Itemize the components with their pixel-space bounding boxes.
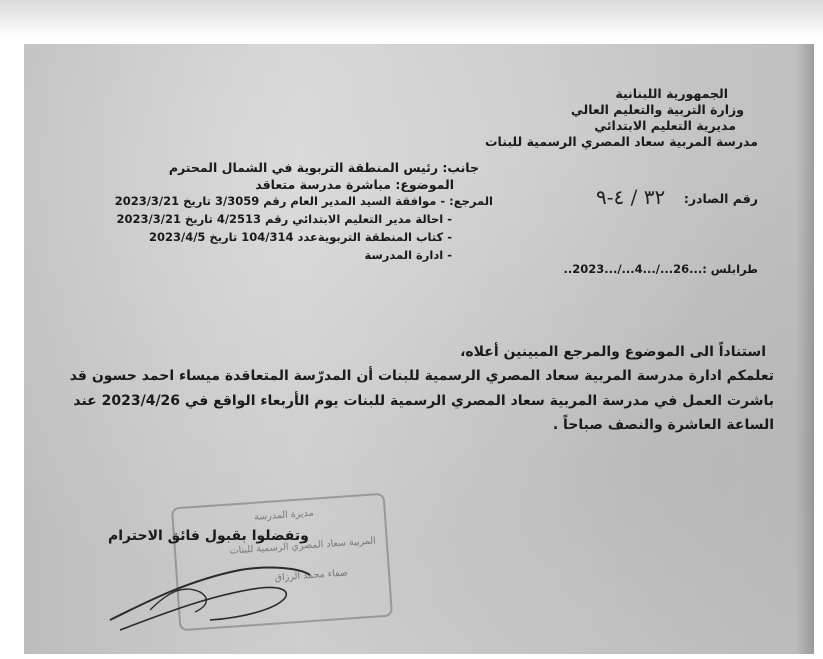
header-republic: الجمهورية اللبنانية bbox=[615, 86, 728, 101]
page-edge-shadow bbox=[796, 44, 814, 654]
body-line-3: باشرت العمل في مدرسة المربية سعاد المصري الرسمية للبنات يوم الأربعاء الواقع في 2023/4/26 عند bbox=[73, 393, 774, 409]
closing-line: وتفضلوا بقبول فائق الاحترام bbox=[108, 528, 309, 544]
reference-line-2: - احالة مدير التعليم الابتدائي رقم 4/2513 تاريخ 2023/3/21 bbox=[116, 212, 452, 226]
addressee-line: جانب: رئيس المنطقة التربوية في الشمال المحترم bbox=[168, 160, 479, 175]
scan-top-strip bbox=[0, 0, 823, 40]
signature-mark bbox=[90, 540, 320, 640]
stamp-line-3: صفاء محمد الرزاق bbox=[274, 567, 349, 584]
outgoing-number-handwritten: ٣٢ / ٤-٩ bbox=[596, 185, 666, 209]
subject-line: الموضوع: مباشرة مدرسة متعاقد bbox=[255, 177, 454, 192]
header-school: مدرسة المربية سعاد المصري الرسمية للبنات bbox=[484, 134, 758, 149]
reference-line-1: المرجع: - موافقة السيد المدير العام رقم 3/3059 تاريخ 2023/3/21 bbox=[114, 194, 493, 208]
body-line-4: الساعة العاشرة والنصف صباحاً . bbox=[552, 417, 774, 433]
body-line-1: استناداً الى الموضوع والمرجع المبينين أعلاه، bbox=[460, 344, 766, 360]
header-directorate: مديرية التعليم الابتدائي bbox=[594, 118, 736, 133]
reference-line-4: - ادارة المدرسة bbox=[364, 248, 452, 262]
outgoing-number-label: رقم الصادر: bbox=[683, 191, 758, 206]
date-line: طرابلس :...26.../...4.../...2023.. bbox=[563, 262, 758, 276]
body-line-2: تعلمكم ادارة مدرسة المربية سعاد المصري الرسمية للبنات أن المدرّسة المتعاقدة ميساء احمد حسون قد bbox=[69, 368, 774, 384]
reference-line-3: - كتاب المنطقة التربويةعدد 104/314 تاريخ 2023/4/5 bbox=[148, 230, 452, 244]
stamp-line-2: المربية سعاد المصري الرسمية للبنات bbox=[229, 535, 377, 557]
stamp-line-1: مديرة المدرسة bbox=[253, 507, 315, 523]
header-ministry: وزارة التربية والتعليم العالي bbox=[570, 102, 744, 117]
